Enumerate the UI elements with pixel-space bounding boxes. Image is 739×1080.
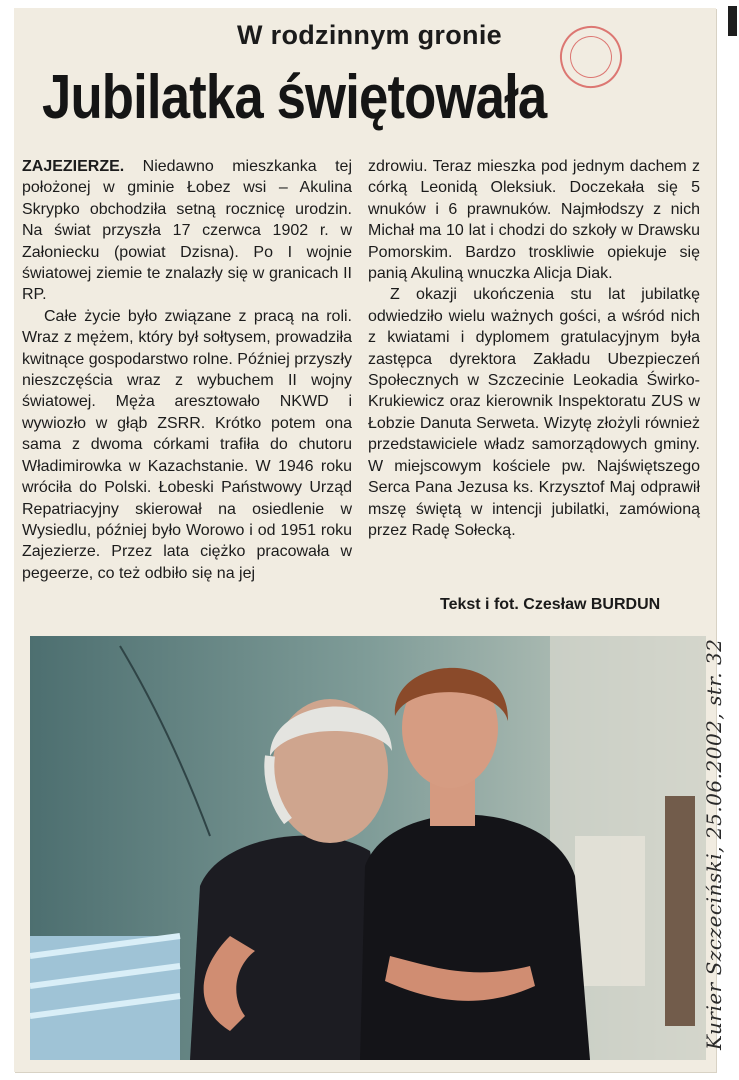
paragraph-text: Całe życie było związane z pracą na roli. Wraz z mężem, który był sołtysem, prowadziła kwitnące gospodarstwo rolne. Później przyszły nieszczęścia wraz z wybuchem II wojny światowej. Męża aresztowało NKWD i wywiozło w głąb ZSRR. Krótko potem ona sama z dwoma córkami trafiła do chutoru Władimirowka w Kazachstanie. W 1946 roku wróciła do Polski. Łobeski Państwowy Urząd Repatriacyjny skierował na osiedlenie w Wysiedlu, później było Worowo i od 1951 roku Zajezierze. Przez lata ciężko pracowała w pegeerze, co też odbiło się na jej [22, 307, 352, 582]
article-photo [30, 636, 706, 1060]
article-column-right [368, 156, 700, 541]
dateline: ZAJEZIERZE. [22, 158, 125, 175]
article-kicker: W rodzinnym gronie [237, 20, 502, 50]
handwritten-source-note: Kurier Szczeciński, 25.06.2002, str. 32 [702, 638, 726, 1050]
paragraph-text: zdrowiu. Teraz mieszka pod jednym dachem z córką Leonidą Oleksiuk. Doczekała się 5 wnuków i 6 prawnuków. Najmłodszy z nich Michał ma 10 lat i chodzi do szkoły w Drawsku Pomorskim. Bardzo troskliwie opiekuje się panią Akuliną wnuczka Alicja Diak. [368, 158, 700, 283]
photo-illustration [30, 636, 706, 1060]
paragraph [22, 156, 352, 306]
library-stamp-inner-ring [566, 32, 617, 83]
article-column-left [22, 156, 352, 584]
paragraph-text: Niedawno mieszkanka tej położonej w gminie Łobez wsi – Akulina Skrypko obchodziła setną rocznicę urodzin. Na świat przyszła 17 czerwca 1902 r. w Załoniecku (powiat Dzisna). Po I wojnie światowej ziemie te znalazły się w granicach II RP. [22, 158, 352, 304]
paragraph [368, 156, 700, 284]
paragraph [368, 284, 700, 541]
article-headline: Jubilatka świętowała [42, 63, 547, 132]
article-byline: Tekst i fot. Czesław BURDUN [440, 596, 661, 613]
paragraph [22, 306, 352, 584]
paragraph-text: Z okazji ukończenia stu lat jubilatkę odwiedziło wielu ważnych gości, a wśród nich z kwiatami i dyplomem gratulacyjnym była zastępca dyrektora Zakładu Ubezpieczeń Społecznych w Szczecinie Leokadia Świrko-Krukiewicz oraz kierownik Inspektoratu ZUS w Łobzie Danuta Serweta. Wizytę złożyli również przedstawiciele władz samorządowych gminy. W miejscowym kościele pw. Najświętszego Serca Pana Jezusa ks. Krzysztof Maj odprawił mszę świętą w intencji jubilatki, zamówioną przez Radę Sołecką. [368, 286, 700, 539]
